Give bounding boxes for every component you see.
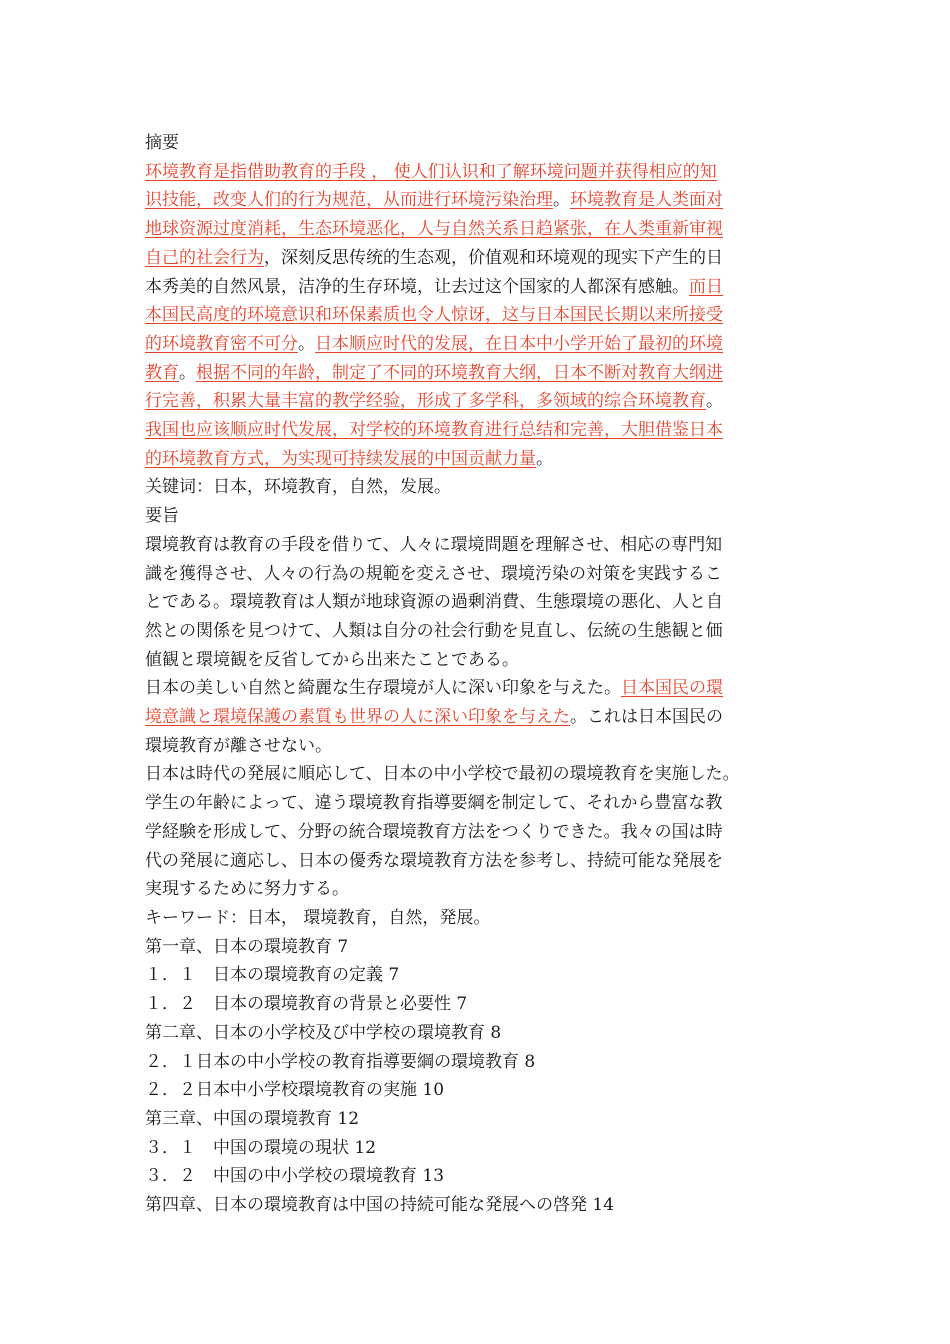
toc-entry[interactable]: ２．１日本の中小学校の教育指導要綱の環境教育 8 bbox=[145, 1051, 536, 1072]
table-of-contents bbox=[145, 933, 817, 1220]
abstract-jp-paragraph-3: 日本は時代の発展に順応して、日本の中小学校で最初の環境教育を実施した。 学生の年齢によって、違う環境教育指導要綱を制定して、それから豊富な教 学経験を形成して、分野の統合環境教育方法をつくりできた。我々の国は時 代の発展に適応し、日本の優秀な環境教育方法を参考し、持続可能な発展を 実現するために努力する。 bbox=[145, 764, 740, 900]
abstract-cn-segment: 环境教育是指借助教育的手段 ， 使人们认识和了解环境问题并获得相应的知 bbox=[145, 161, 717, 182]
toc-entry[interactable]: ２．２日本中小学校環境教育の実施 10 bbox=[145, 1080, 445, 1101]
toc-entry[interactable]: 第四章、日本の環境教育は中国の持続可能な発展への啓発 14 bbox=[145, 1195, 615, 1216]
toc-entry[interactable]: ３．２ 中国の中小学校の環境教育 13 bbox=[145, 1166, 445, 1187]
abstract-cn-segment: 识技能，改变人们的行为规范，从而进行环境污染治理 bbox=[145, 190, 553, 211]
toc-entry[interactable]: 第三章、中国の環境教育 12 bbox=[145, 1108, 360, 1129]
toc-entry[interactable]: 第一章、日本の環境教育 7 bbox=[145, 936, 349, 957]
document-body bbox=[145, 129, 817, 1220]
abstract-cn-paragraph: 环境教育是指借助教育的手段 ， 使人们认识和了解环境问题并获得相应的知 识技能，改变人们的行为规范，从而进行环境污染治理。环境教育是人类面对 地球资源过度消耗，生态环境恶化，人与自然关系日趋紧张，在人类重新审视 自己的社会行为，深刻反思传统的生态观，价值观和环境观的现实下产生的日 本秀美的自然风景，洁净的生存环境，让去过这个国家的人都深有感触。而日 本国民高度的环境意识和环保素质也令人惊讶，这与日本国民长期以来所接受 的环境教育密不可分。日本顺应时代的发展，在日本中小学开始了最初的环境 教育。根据不同的年龄，制定了不同的环境教育大纲，日本不断对教育大纲进 行完善，积累大量丰富的教学经验，形成了多学科，多领域的综合环境教育。 我国也应该顺应时代发展，对学校的环境教育进行总结和完善，大胆借鉴日本 的环境教育方式，为实现可持续发展的中国贡献力量。 bbox=[145, 161, 723, 469]
abstract-jp-paragraph-1: 環境教育は教育の手段を借りて、人々に環境問題を理解させ、相応の専門知 識を獲得させ、人々の行為の規範を変えさせ、環境汚染の対策を実践するこ とである。環境教育は人類が地球資源の過剰消費、生態環境の悪化、人と自 然との関係を見つけて、人類は自分の社会行動を見直し、伝統の生態観と価 値観と環境観を反省してから出来たことである。 bbox=[145, 534, 723, 670]
toc-entry[interactable]: ３．１ 中国の環境の現状 12 bbox=[145, 1137, 377, 1158]
toc-entry[interactable]: １．１ 日本の環境教育の定義 7 bbox=[145, 965, 400, 986]
abstract-cn-keywords: 关键词：日本，环境教育，自然，发展。 bbox=[145, 477, 451, 498]
toc-entry[interactable]: １．２ 日本の環境教育の背景と必要性 7 bbox=[145, 994, 468, 1015]
abstract-jp-heading: 要旨 bbox=[145, 506, 179, 527]
abstract-cn-heading: 摘要 bbox=[145, 133, 179, 153]
abstract-jp-paragraph-2: 日本の美しい自然と綺麗な生存環境が人に深い印象を与えた。日本国民の環 境意識と環境保護の素質も世界の人に深い印象を与えた。これは日本国民の 環境教育が離させない。 bbox=[145, 678, 723, 756]
abstract-jp-keywords: キーワード：日本， 環境教育，自然，発展。 bbox=[145, 907, 491, 928]
toc-entry[interactable]: 第二章、日本の小学校及び中学校の環境教育 8 bbox=[145, 1022, 502, 1043]
